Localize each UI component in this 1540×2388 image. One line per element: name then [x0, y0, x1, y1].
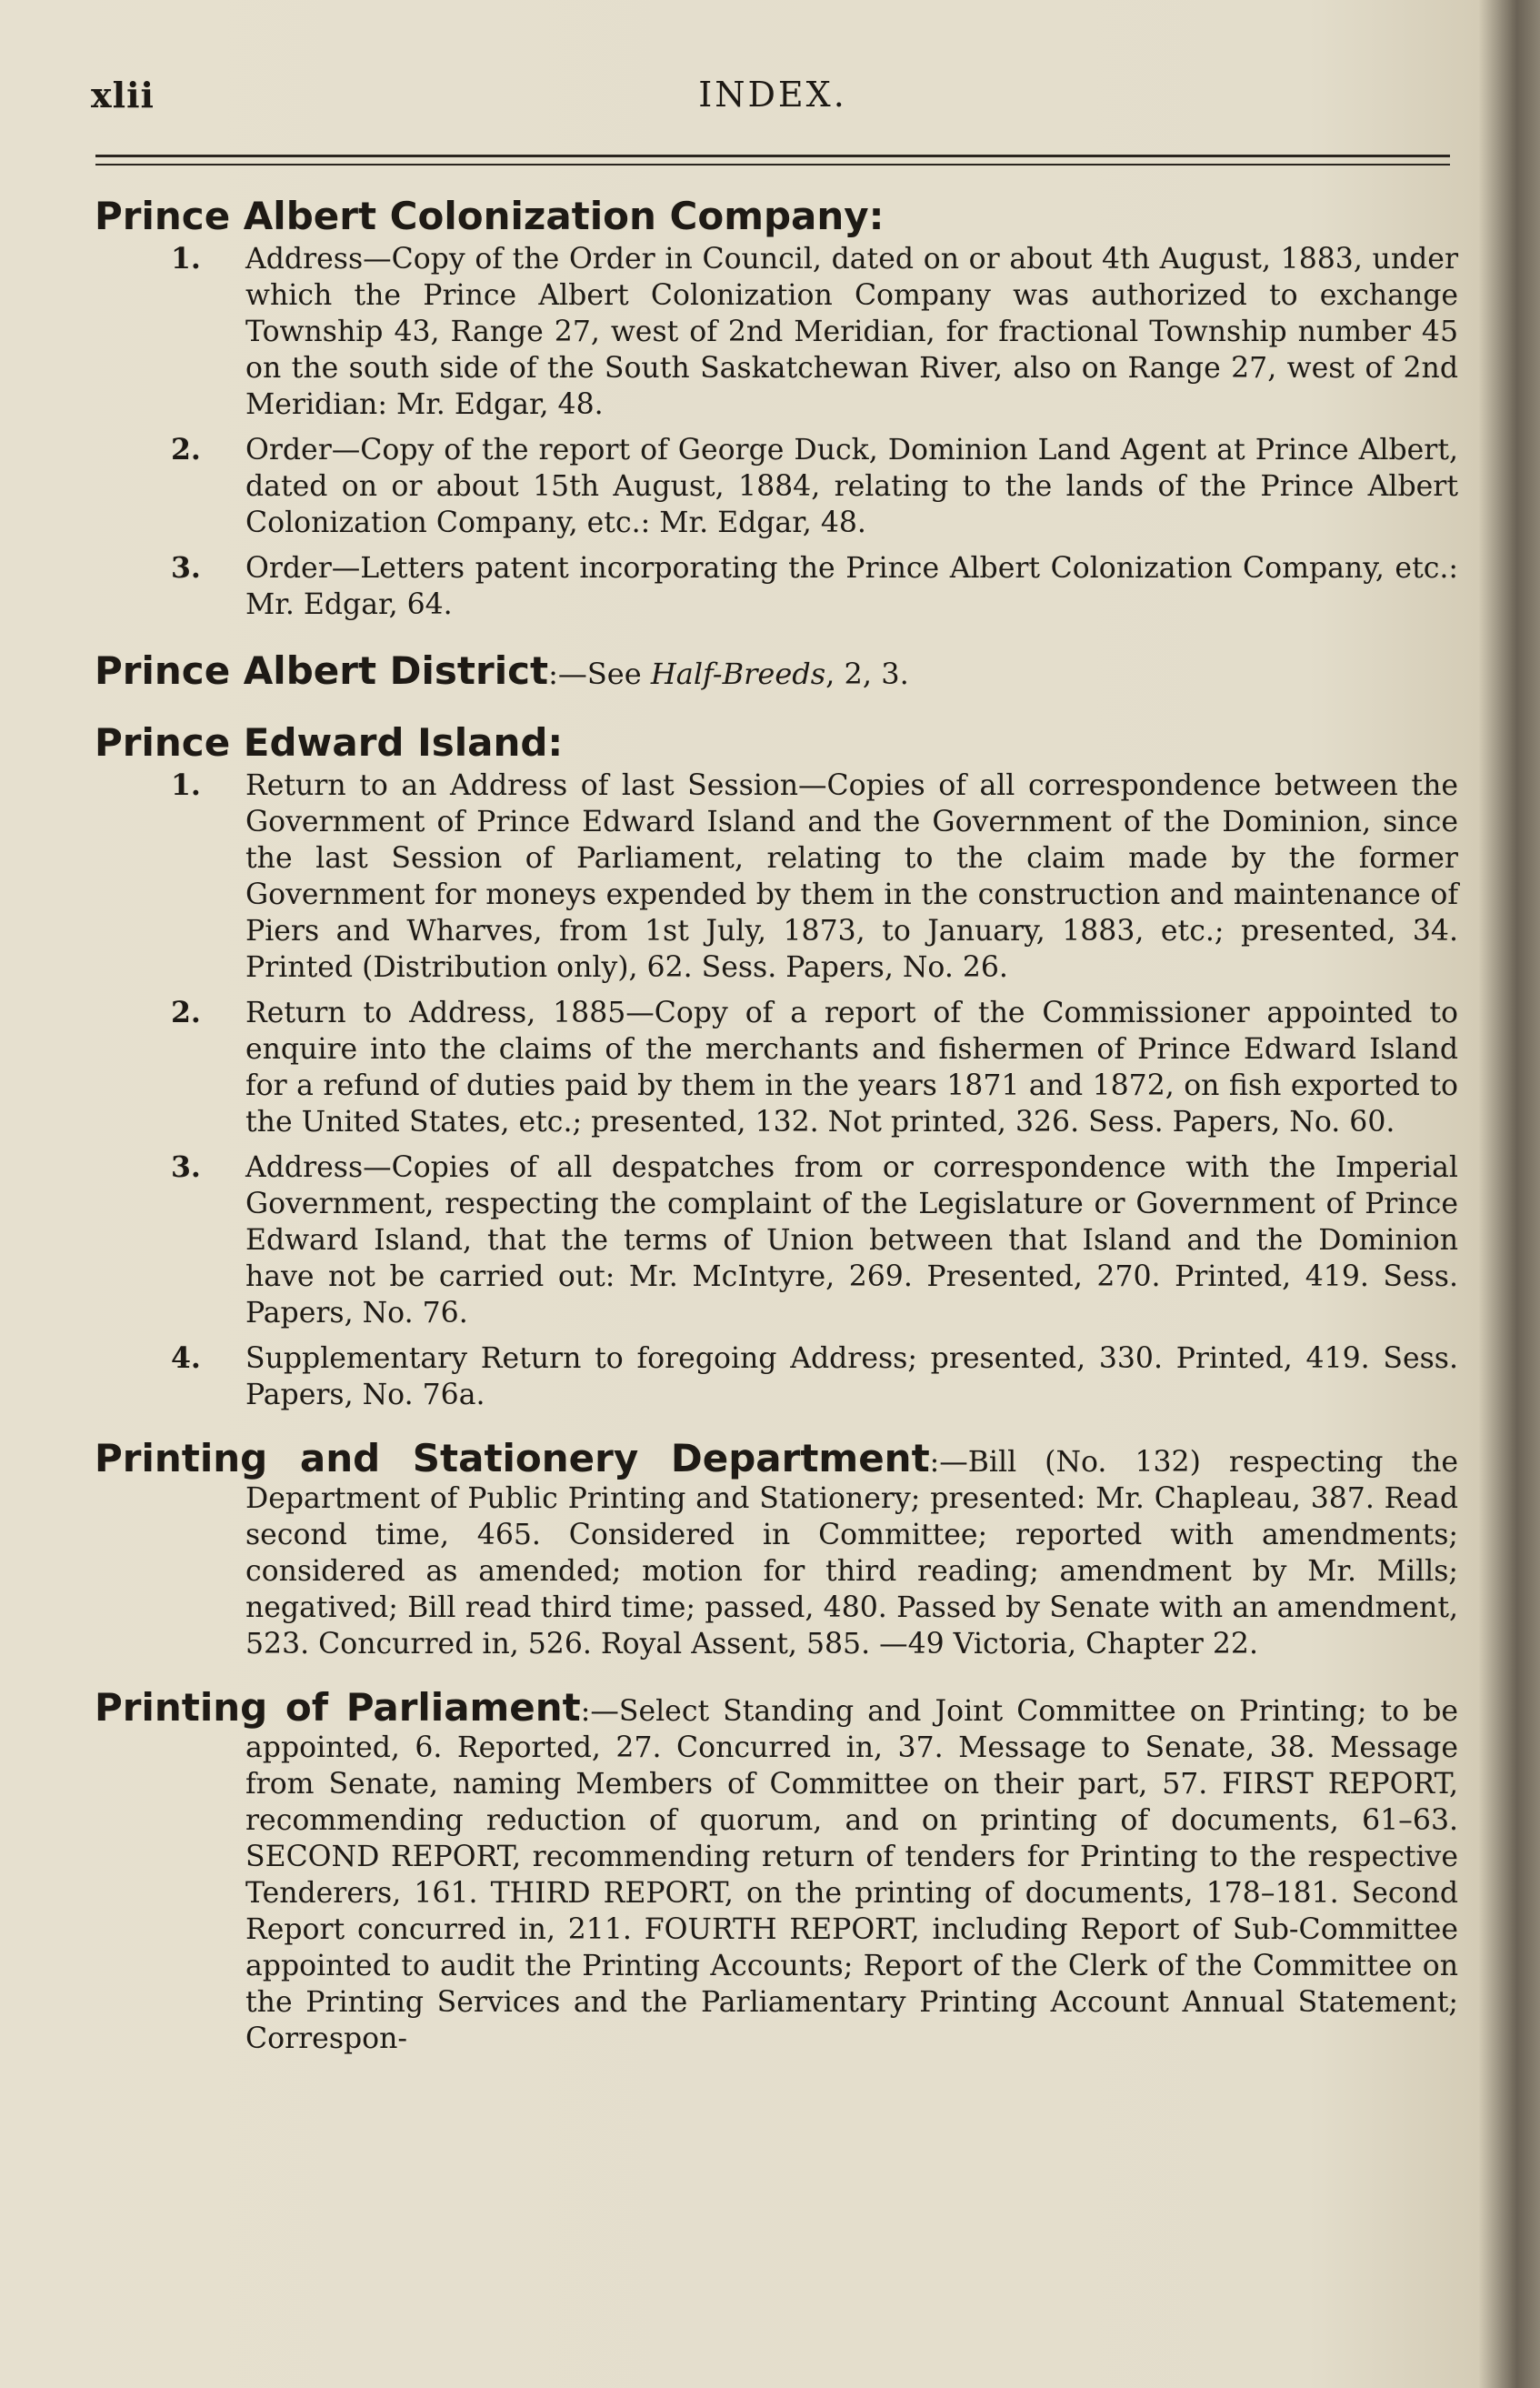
entry-paragraph — [95, 1436, 1458, 1662]
entry-heading — [95, 650, 1458, 695]
entry-heading: Prince Albert Colonization Company: — [95, 194, 885, 238]
cross-reference-prefix: :—See — [548, 657, 651, 691]
index-entry-prince-edward-island — [95, 722, 1458, 1413]
header-rule-thin — [95, 164, 1450, 166]
entry-item — [95, 1149, 1458, 1331]
entry-heading-text: Prince Albert District — [95, 648, 549, 693]
entry-heading: Prince Edward Island: — [95, 720, 564, 765]
item-number: 3. — [171, 551, 201, 585]
index-entry-printing-of-parliament — [95, 1685, 1458, 2057]
entry-item — [95, 550, 1458, 623]
index-entry-printing-and-stationery-department — [95, 1436, 1458, 1662]
item-number: 4. — [171, 1341, 201, 1375]
item-number: 3. — [171, 1150, 201, 1184]
item-number: 1. — [171, 768, 201, 802]
entry-item — [95, 432, 1458, 541]
item-text: Address—Copies of all despatches from or correspondence with the Imperial Government, respecting the complaint of the Legislature or Government of Prince Edward Island, that the terms of Union between that Island and the Dominion have not be carried out: Mr. McIntyre, 269. Presented, 270. Printed, 419. Sess. Papers, No. 76. — [245, 1151, 1458, 1329]
item-number: 2. — [171, 996, 201, 1029]
entry-item — [95, 995, 1458, 1140]
item-text: Return to Address, 1885—Copy of a report of the Commissioner appointed to enquire into the claims of the merchants and fishermen of Prince Edward Island for a refund of duties paid by them in the years 1871 and 1872, on fish exported to the United States, etc.; presented, 132. Not printed, 326. Sess. Papers, No. 60. — [245, 997, 1458, 1139]
item-number: 1. — [171, 242, 201, 276]
item-text: Order—Copy of the report of George Duck, Dominion Land Agent at Prince Albert, dated on or about 15th August, 1884, relating to the lands of the Prince Albert Colonization Company, etc.: Mr. Edgar, 48. — [245, 434, 1458, 539]
page-header — [91, 75, 1455, 129]
index-entry-prince-albert-district — [95, 650, 1458, 695]
item-text: Order—Letters patent incorporating the Prince Albert Colonization Company, etc.: Mr. Edgar, 64. — [245, 552, 1458, 621]
index-content — [95, 196, 1458, 2084]
entry-item — [95, 1340, 1458, 1413]
item-number: 2. — [171, 433, 201, 467]
entry-heading: Printing and Stationery Department — [95, 1436, 930, 1480]
entry-paragraph — [95, 1685, 1458, 2057]
item-text: Return to an Address of last Session—Copies of all correspondence between the Government of Prince Edward Island and the Government of the Dominion, since the last Session of Parliament, relating to the claim made by the former Government for moneys expended by them in the construction and maintenance of Piers and Wharves, from 1st July, 1873, to January, 1883, etc.; presented, 34. Printed (Distribution only), 62. Sess. Papers, No. 26. — [245, 769, 1458, 984]
entry-item — [95, 768, 1458, 986]
running-title: INDEX. — [698, 75, 847, 115]
cross-reference-suffix: , 2, 3. — [825, 657, 909, 691]
entry-cross-reference — [548, 657, 909, 691]
page-number: xlii — [91, 75, 155, 115]
cross-reference-target: Half-Breeds — [650, 657, 826, 691]
entry-text: :—Select Standing and Joint Committee on Printing; to be appointed, 6. Reported, 27. Concurred in, 37. Message to Senate, 38. Message from Senate, naming Members of Committee on their part, 57. FIRST REPORT, recommending reduction of quorum, and on printing of documents, 61–63. SECOND REPORT, recommending return of tenders for Printing to the respective Tenderers, 161. THIRD REPORT, on the printing of documents, 178–181. Second Report concurred in, 211. FOURTH REPORT, including Report of Sub-Committee appointed to audit the Printing Accounts; Report of the Clerk of the Committee on the Printing Services and the Parliamentary Printing Account Annual Statement; Correspon- — [245, 1695, 1458, 2055]
entry-item — [95, 241, 1458, 423]
index-entry-prince-albert-colonization-company — [95, 196, 1458, 623]
entry-heading: Printing of Parliament — [95, 1685, 581, 1730]
item-text: Supplementary Return to foregoing Address; presented, 330. Printed, 419. Sess. Papers, No. 76a. — [245, 1342, 1458, 1411]
header-rule-thick — [95, 155, 1450, 157]
item-text: Address—Copy of the Order in Council, dated on or about 4th August, 1883, under which the Prince Albert Colonization Company was authorized to exchange Township 43, Range 27, west of 2nd Meridian, for fractional Township number 45 on the south side of the South Saskatchewan River, also on Range 27, west of 2nd Meridian: Mr. Edgar, 48. — [245, 243, 1458, 421]
entry-text: :—Bill (No. 132) respecting the Department of Public Printing and Stationery; presented: Mr. Chapleau, 387. Read second time, 465. Considered in Committee; reported with amendments; considered as amended; motion for third reading; amendment by Mr. Mills; negatived; Bill read third time; passed, 480. Passed by Senate with an amendment, 523. Concurred in, 526. Royal Assent, 585. —49 Victoria, Chapter 22. — [245, 1446, 1458, 1661]
